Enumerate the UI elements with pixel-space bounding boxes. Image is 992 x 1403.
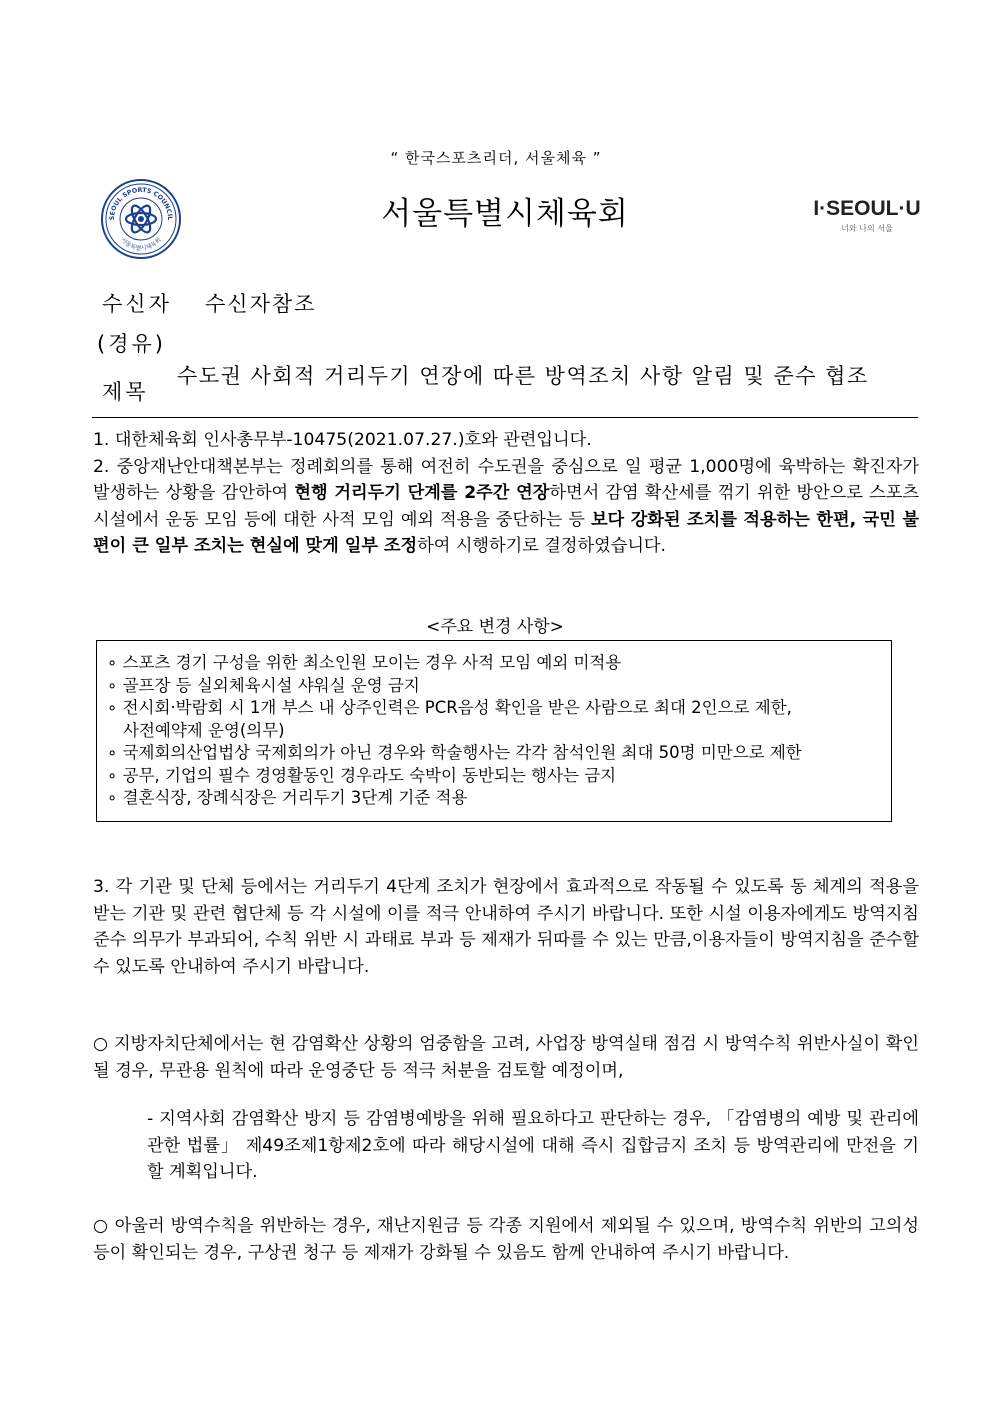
paragraph-6: ○ 아울러 방역수칙을 위반하는 경우, 재난지원금 등 각종 지원에서 제외될 수 있으며, 방역수칙 위반의 고의성 등이 확인되는 경우, 구상권 청구 등 제재가 강화될 수 있음도 함께 안내하여 주시기 바랍니다. — [93, 1216, 919, 1263]
paragraph-1: 1. 대한체육회 인사총무부-10475(2021.07.27.)호와 관련입니다. — [93, 430, 592, 450]
paragraph-4: ○ 지방자치단체에서는 현 감염확산 상황의 엄중함을 고려, 사업장 방역실태 점검 시 방역수칙 위반사실이 확인될 경우, 무관용 원칙에 따라 운영중단 등 적극 처분을 검토할 예정이며, — [93, 1034, 919, 1081]
list-item: ∘ 전시회·박람회 시 1개 부스 내 상주인력은 PCR음성 확인을 받은 사람으로 최대 2인으로 제한, — [107, 698, 792, 717]
svg-text:SEOUL SPORTS COUNCIL: SEOUL SPORTS COUNCIL — [108, 186, 174, 221]
list-item: ∘ 결혼식장, 장례식장은 거리두기 3단계 기준 적용 — [107, 788, 468, 807]
list-item: 사전예약제 운영(의무) — [123, 720, 285, 740]
list-item: ∘ 스포츠 경기 구성을 위한 최소인원 모이는 경우 사적 모임 예외 미적용 — [107, 653, 622, 672]
header-divider — [92, 417, 918, 418]
emphasis-adjustment: 보다 강화된 조치를 적용하는 한편, 국민 불편이 큰 일부 조치는 현실에 맞게 일부 조정 — [93, 509, 920, 556]
organization-title: 서울특별시체육회 — [381, 196, 629, 232]
changes-box — [96, 640, 892, 822]
via-label: (경유) — [97, 332, 166, 356]
slogan: “ 한국스포츠리더, 서울체육 ” — [390, 149, 602, 167]
paragraph-5: - 지역사회 감염확산 방지 등 감염병예방을 위해 필요하다고 판단하는 경우, 「감염병의 예방 및 관리에 관한 법률」 제49조제1항제2호에 따라 해당시설에 대해 즉시 집합금지 조치 등 방역관리에 만전을 기할 계획입니다. — [147, 1109, 919, 1182]
paragraph-3: 3. 각 기관 및 단체 등에서는 거리두기 4단계 조치가 현장에서 효과적으로 작동될 수 있도록 동 체계의 적용을 받는 기관 및 관련 협단체 등 각 시설에 이를 적극 안내하여 주시기 바랍니다. 또한 시설 이용자에게도 방역지침 준수 의무가 부과되어, 수칙 위반 시 과태료 부과 등 제재가 뒤따를 수 있는 만큼,이용자들이 방역지침을 준수할 수 있도록 안내하여 주시기 바랍니다. — [93, 877, 919, 977]
list-item: ∘ 공무, 기업의 필수 경영활동인 경우라도 숙박이 동반되는 행사는 금지 — [107, 765, 617, 785]
i-seoul-u-logo — [812, 191, 922, 237]
emphasis-extension: 현행 거리두기 단계를 2주간 연장 — [294, 483, 550, 503]
recipient-label: 수신자 — [102, 292, 172, 316]
svg-text:I·SEOUL·U: I·SEOUL·U — [813, 197, 921, 220]
svg-text:서울특별시체육회: 서울특별시체육회 — [119, 236, 163, 253]
svg-text:너와 나의 서울: 너와 나의 서울 — [841, 224, 893, 233]
subject-label: 제목 — [102, 380, 149, 404]
changes-title: <주요 변경 사항> — [426, 617, 564, 637]
paragraph-2: 2. 중앙재난안대책본부는 정례회의를 통해 여전히 수도권을 중심으로 일 평균 1,000명에 육박하는 확진자가 발생하는 상황을 감안하여 현행 거리두기 단계를 2주간 연장하면서 감염 확산세를 꺾기 위한 방안으로 스포츠 시설에서 운동 모임 등에 대한 사적 모임 예외 적용을 중단하는 등 보다 강화된 조치를 적용하는 한편, 국민 불편이 큰 일부 조치는 현실에 맞게 일부 조정하여 시행하기로 결정하였습니다. — [93, 456, 920, 556]
recipient-value: 수신자참조 — [205, 292, 317, 316]
list-item: ∘ 국제회의산업법상 국제회의가 아닌 경우와 학술행사는 각각 참석인원 최대 50명 미만으로 제한 — [107, 743, 802, 762]
list-item: ∘ 골프장 등 실외체육시설 샤워실 운영 금지 — [107, 675, 420, 695]
subject-value: 수도권 사회적 거리두기 연장에 따른 방역조치 사항 알림 및 준수 협조 — [177, 364, 869, 388]
body-paragraphs-1-2 — [93, 427, 919, 560]
